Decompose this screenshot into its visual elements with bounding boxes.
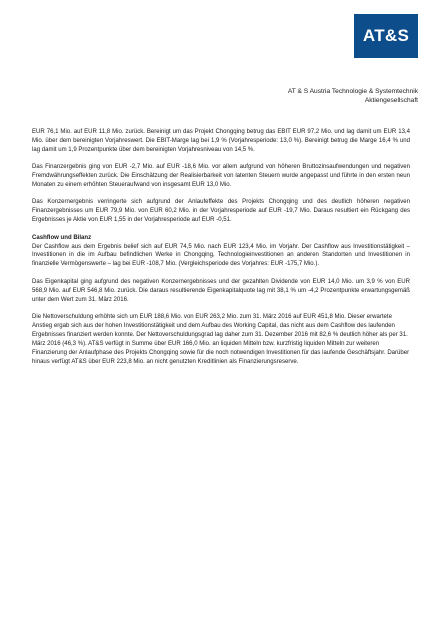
ats-logo: AT&S — [354, 14, 418, 58]
company-name-line1: AT & S Austria Technologie & Systemtechnik — [287, 88, 418, 95]
company-name — [288, 88, 418, 105]
section-heading: Cashflow und Bilanz — [32, 234, 92, 241]
paragraph-konzernergebnis: Das Konzernergebnis verringerte sich aufgrund der Anlaufeffekte des Projekts Chongqing und des deutlich höheren negativen Finanzergebnisses um EUR 79,9 Mio. von EUR 60,2 Mio. in der Vorjahresperiode auf EUR -19,7 Mio. Daraus resultiert ein Rückgang des Ergebnisses je Aktie von EUR 1,55 in der Vorjahresperiode auf EUR -0,51. — [32, 199, 410, 224]
paragraph-finanzergebnis: Das Finanzergebnis ging von EUR -2,7 Mio. auf EUR -18,6 Mio. vor allem aufgrund von höheren Bruttozinsaufwendungen und negativen Fremdwährungseffekten zurück. Die Einschätzung der Realisierbarkeit von latenten Steuern wurde angepasst und führte in den ersten neun Monaten zu einem erhöhten Steueraufwand von insgesamt EUR 13,0 Mio. — [32, 164, 410, 189]
paragraph-ebit: EUR 76,1 Mio. auf EUR 11,8 Mio. zurück. Bereinigt um das Projekt Chongqing betrug das EBIT EUR 97,2 Mio. und lag damit um EUR 13,4 Mio. über dem bereinigten Vorjahreswert. Die EBIT-Marge lag bei 1,9 % (Vorjahresperiode: 13,0 %). Bereinigt betrug die Marge 16,4 % und lag damit um 1,9 Prozentpunkte über dem bereinigten Vorjahresniveau von 14,5 %. — [32, 129, 410, 153]
paragraph-nettoverschuldung: Die Nettoverschuldung erhöhte sich um EUR 188,6 Mio. von EUR 263,2 Mio. zum 31. März 2016 auf EUR 451,8 Mio. Dieser erwartete Anstieg ergab sich aus der hohen Investitionstätigkeit und dem Aufbau des Working Capital, das nicht aus dem Cashflow des laufenden Ergebnisses finanziert werden konnte. Der Nettoverschuldungsgrad lag daher zum 31. Dezember 2016 mit 82,6 % deutlich höher als per 31. März 2016 (46,3 %). AT&S verfügt in Summe über EUR 166,0 Mio. an liquiden Mitteln bzw. kurzfristig liquiden Mitteln zur weiteren Finanzierung der Anlaufphase des Projekts Chongqing sowie für die noch notwendigen Investitionen für das laufende Geschäftsjahr. Darüber hinaus verfügt AT&S über EUR 223,8 Mio. an nicht genutzten Kreditlinien als Finanzierungsreserve. — [32, 314, 410, 365]
document-body — [32, 128, 410, 375]
paragraph-eigenkapital: Das Eigenkapital ging aufgrund des negativen Konzernergebnisses und der gezahlten Dividende von EUR 14,0 Mio. um 3,9 % von EUR 568,9 Mio. auf EUR 546,8 Mio. zurück. Die daraus resultierende Eigenkapitalquote lag mit 38,1 % um -4,2 Prozentpunkte erwartungsgemäß unter dem Wert zum 31. März 2016. — [32, 278, 410, 303]
company-name-line2: Aktiengesellschaft — [364, 96, 418, 104]
paragraph-cashflow: Der Cashflow aus dem Ergebnis belief sich auf EUR 74,5 Mio. nach EUR 123,4 Mio. im Vorjahr. Der Cashflow aus Investitionstätigkeit – Investitionen in die im Aufbau befindlichen Werke in Chongqing, Technologieinvestitionen an anderen Standorten und Investitionen in finanzielle Vermögenswerte – lag bei EUR -108,7 Mio. (Vergleichsperiode des Vorjahres: EUR -175,7 Mio.). — [32, 243, 410, 268]
